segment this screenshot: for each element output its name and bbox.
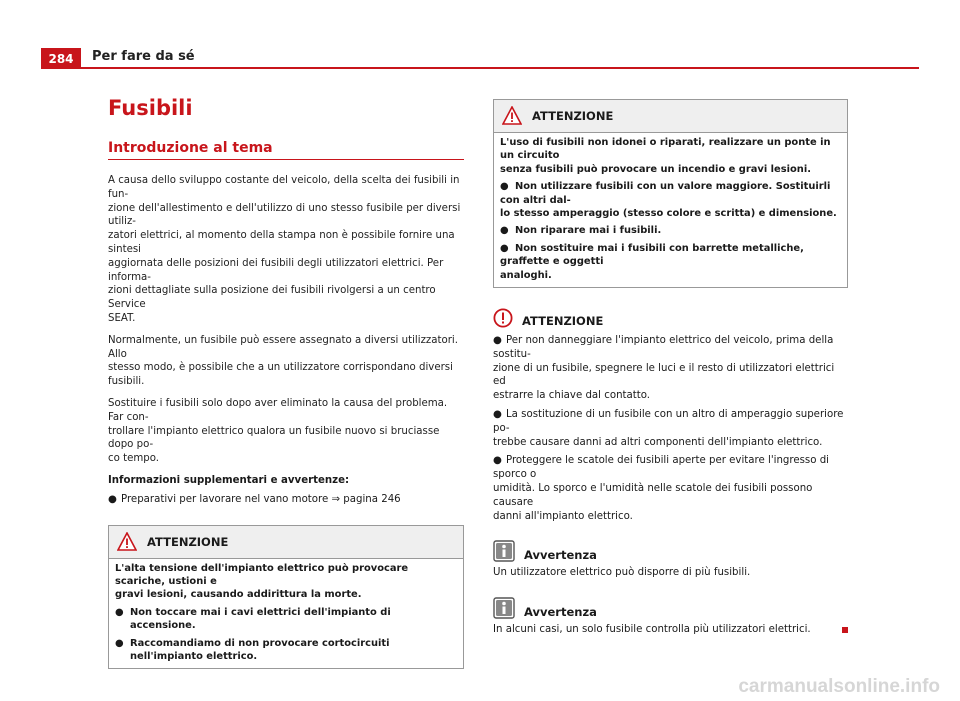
note-text: Un utilizzatore elettrico può disporre di più fusibili. (493, 567, 751, 579)
warning-box-left (108, 525, 464, 670)
warning-label: ATTENZIONE (147, 534, 229, 549)
note-heading (493, 540, 848, 562)
warning-body (494, 133, 847, 287)
right-column (493, 99, 848, 637)
info-note-icon (493, 597, 515, 619)
note-label: Avvertenza (524, 605, 597, 620)
info-note-icon (493, 540, 515, 562)
header-rule (41, 67, 919, 69)
engine-bay-link[interactable]: Preparativi per lavorare nel vano motore ⇒ pagina 246 (121, 493, 401, 505)
watermark (660, 675, 940, 697)
watermark-text: carmanualsonline.info (738, 676, 940, 697)
warning-intro: L'alta tensione dell'impianto elettrico può provocare scariche, ustioni e gravi lesioni, causando addirittura la morte. (115, 562, 409, 601)
paragraph-3: Sostituire i fusibili solo dopo aver eliminato la causa del problema. Far con- trollare l'impianto elettrico qualora un fusibile nuovo si bruciasse dopo po- co tempo. (108, 397, 448, 465)
warning-body (109, 559, 463, 669)
note-text: In alcuni casi, un solo fusibile controlla più utilizzatori elettrici. (493, 623, 848, 637)
notice-bullet: ● La sostituzione di un fusibile con un altro di amperaggio superiore po- trebbe causare danni ad altri componenti dell'impianto elettrico. (493, 409, 844, 448)
warning-label: ATTENZIONE (532, 109, 614, 123)
notice-label: ATTENZIONE (522, 314, 604, 329)
warning-bullet: ● Raccomandiamo di non provocare cortocircuiti nell'impianto elettrico. (115, 637, 390, 662)
header-title: Per fare da sé (92, 49, 195, 64)
left-column (108, 96, 464, 669)
warning-triangle-icon (502, 106, 522, 126)
warning-bullet: ● Non riparare mai i fusibili. (500, 225, 662, 237)
paragraph-1: A causa dello sviluppo costante del veicolo, della scelta dei fusibili in fun- zione dell'allestimento e dell'utilizzo di uno stesso fusibile per diversi utiliz- zatori elettrici, al momento della stampa non è possibile fornire una sintesi aggiornata delle posizioni dei fusibili degli utilizzatori elettrici. Per informa- zioni dettagliate sulla posizione dei fusibili rivolgersi a un centro Service SEAT. (108, 175, 461, 324)
bullet-dot: ● (108, 493, 117, 505)
warning-bullet: ● Non sostituire mai i fusibili con barrette metalliche, graffette e oggetti analoghi. (500, 242, 804, 281)
main-title: Fusibili (108, 96, 193, 120)
warning-triangle-icon (117, 532, 137, 552)
exclamation-circle-icon (493, 308, 513, 328)
warning-bullet: ● Non toccare mai i cavi elettrici dell'impianto di accensione. (115, 606, 391, 632)
warning-head (109, 526, 463, 559)
warning-intro: L'uso di fusibili non idonei o riparati, realizzare un ponte in un circuito senza fusibili può provocare un incendio e gravi lesioni. (500, 137, 831, 175)
section-title: Introduzione al tema (108, 140, 464, 160)
info-heading: Informazioni supplementari e avvertenze: (108, 474, 350, 486)
page-number: 284 (41, 48, 81, 69)
notice-bullet: ● Per non danneggiare l'impianto elettrico del veicolo, prima della sostitu- zione di un fusibile, spegnere le luci e il resto di utilizzatori elettrici ed estrarre la chiave dal contatto. (493, 335, 835, 402)
note-label: Avvertenza (524, 548, 597, 563)
warning-box-right (493, 99, 848, 288)
notice-heading (493, 308, 848, 328)
end-of-section-mark (842, 627, 848, 633)
notice-bullet: ● Proteggere le scatole dei fusibili aperte per evitare l'ingresso di sporco o umidità. Lo sporco e l'umidità nelle scatole dei fusibili possono causare danni all'impianto elettrico. (493, 455, 829, 522)
info-bullet (108, 493, 464, 507)
warning-bullet: ● Non utilizzare fusibili con un valore maggiore. Sostituirli con altri dal- lo stesso amperaggio (stesso colore e scritta) e dimensione. (500, 181, 837, 220)
paragraph-2: Normalmente, un fusibile può essere assegnato a diversi utilizzatori. Allo stesso modo, è possibile che a un utilizzatore corrispondano diversi fusibili. (108, 334, 458, 388)
warning-head (494, 100, 847, 133)
note-heading (493, 597, 848, 619)
